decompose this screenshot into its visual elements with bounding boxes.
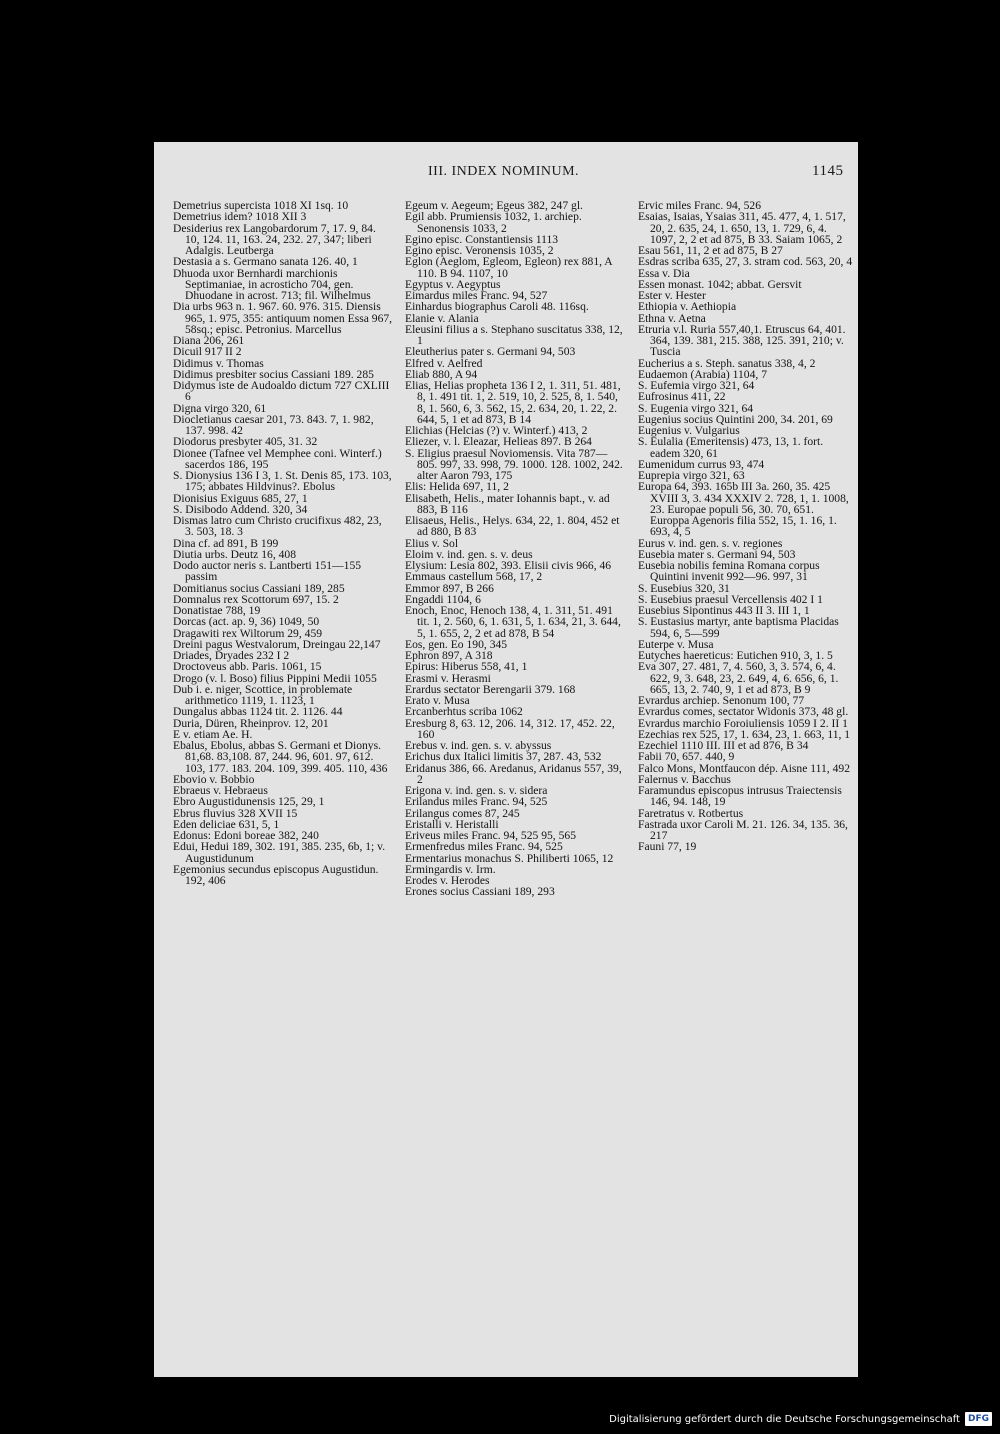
index-entry: Dub i. e. niger, Scottice, in problemate arithmetico 1119, 1. 1123, 1 — [173, 682, 353, 707]
index-entry: Dismas latro cum Christo crucifixus 482, 23, 3. 503, 18. 3 — [173, 514, 382, 539]
index-entry: Eutyches haereticus: Eutichen 910, 3, 1. 5 — [638, 649, 833, 662]
index-entry: Erodes v. Herodes — [405, 874, 490, 887]
index-entry: Europa 64, 393. 165b III 3a. 260, 35. 425 XVIII 3, 3. 434 XXXIV 2. 728, 1, 1. 1008, 23. Europae populi 56, 30. 70, 651. Europpa Agenoris filia 552, 15, 1. 16, 1. 693, 4, 5 — [638, 480, 849, 539]
index-entry: Elis: Helida 697, 11, 2 — [405, 480, 509, 494]
index-entry: Eusebia mater s. Germani 94, 503 — [638, 547, 796, 561]
index-entry: Egil abb. Prumiensis 1032, 1. archiep. Senonensis 1033, 2 — [405, 210, 582, 235]
index-entry: Eden deliciae 631, 5, 1 — [173, 817, 280, 831]
index-entry: Ester v. Hester — [638, 289, 706, 302]
index-entry: Erato v. Musa — [405, 694, 470, 707]
index-entry: Digna virgo 320, 61 — [173, 401, 267, 415]
running-title: III. INDEX NOMINUM. — [428, 164, 580, 179]
index-entry: Eva 307, 27. 481, 7, 4. 560, 3, 3. 574, 6, 4. 622, 9, 3. 648, 23, 2. 649, 4, 6. 656, 6, 1. 665, 13, 2. 740, 9, 1 et ad 873, B 9 — [638, 660, 839, 696]
index-entry: Erichus dux Italici limitis 37, 287. 43, 532 — [405, 750, 602, 764]
index-entry: Ermingardis v. Irm. — [405, 862, 496, 876]
index-entry: Donatistae 788, 19 — [173, 604, 261, 617]
index-entry: Etruria v.l. Ruria 557,40,1. Etruscus 64, 401. 364, 139. 381, 215. 388, 125. 391, 210; v. Tuscia — [638, 322, 846, 359]
index-entry: Eusebia nobilis femina Romana corpus Quintini invenit 992—96. 997, 31 — [638, 559, 820, 584]
index-entry: S. Eusebius praesul Vercellensis 402 I 1 — [638, 592, 823, 606]
index-entry: Einhardus biographus Caroli 48. 116sq. — [405, 300, 589, 314]
index-entry: S. Eustasius martyr, ante baptisma Placidas 594, 6, 5—599 — [638, 615, 839, 640]
index-entry: Ermentarius monachus S. Philiberti 1065, 12 — [405, 851, 614, 865]
index-entry: Dionee (Tafnee vel Memphee coni. Winterf.) sacerdos 186, 195 — [173, 446, 382, 471]
index-entry: Dionisius Exiguus 685, 27, 1 — [173, 491, 308, 505]
index-entry: S. Disibodo Addend. 320, 34 — [173, 502, 308, 516]
index-entry: Fabii 70, 657. 440, 9 — [638, 750, 735, 764]
index-entry: Erilangus comes 87, 245 — [405, 806, 520, 820]
index-entry: Drogo (v. l. Boso) filius Pippini Medii 1055 — [173, 671, 377, 685]
index-entry: Diocletianus caesar 201, 73. 843. 7, 1. 982, 137. 998. 42 — [173, 412, 374, 437]
index-entry: Dorcas (act. ap. 9, 36) 1049, 50 — [173, 615, 320, 629]
index-entry: Dina cf. ad 891, B 199 — [173, 536, 279, 550]
index-entry: Erilandus miles Franc. 94, 525 — [405, 795, 548, 809]
index-entry: Esdras scriba 635, 27, 3. stram cod. 563, 20, 4 — [638, 255, 853, 269]
index-entry: Eridanus 386, 66. Aredanus, Aridanus 557, 39, 2 — [405, 761, 622, 786]
index-entry: Ervic miles Franc. 94, 526 — [638, 200, 761, 212]
index-entry: Emmaus castellum 568, 17, 2 — [405, 570, 543, 584]
index-entry: Eleutherius pater s. Germani 94, 503 — [405, 345, 576, 359]
index-entry: Ercanberhtus scriba 1062 — [405, 705, 523, 719]
page-number: 1145 — [812, 163, 844, 179]
index-entry: Euterpe v. Musa — [638, 637, 714, 651]
index-entry: Diana 206, 261 — [173, 334, 245, 347]
index-entry: S. Eufemia virgo 321, 64 — [638, 379, 755, 392]
index-entry: Desiderius rex Langobardorum 7, 17. 9, 84. 10, 124. 11, 163. 24, 232. 27, 347; liberi Adalgis. Leutberga — [173, 221, 376, 257]
index-entry: Egino episc. Veronensis 1035, 2 — [405, 244, 554, 257]
index-entry: Didymus iste de Audoaldo dictum 727 CXLIII 6 — [173, 379, 390, 404]
index-entry: Dia urbs 963 n. 1. 967. 60. 976. 315. Diensis 965, 1. 975, 355: antiquum nomen Essa 967, 58sq.; episc. Petronius. Marcellus — [173, 300, 393, 336]
index-entry: Eriveus miles Franc. 94, 525 95, 565 — [405, 829, 576, 842]
index-entry: Eugenius v. Vulgarius — [638, 424, 740, 437]
index-column-3 — [638, 200, 853, 1370]
index-entry: Egemonius secundus episcopus Augustidun. 192, 406 — [173, 862, 379, 887]
index-entry: Epirus: Hiberus 558, 41, 1 — [405, 660, 528, 674]
index-entry: Eudaemon (Arabia) 1104, 7 — [638, 367, 767, 381]
index-entry: Essa v. Dia — [638, 266, 690, 280]
index-entry: Edonus: Edoni boreae 382, 240 — [173, 829, 319, 842]
index-entry: Eglon (Aeglom, Egleom, Egleon) rex 881, A 110. B 94. 1107, 10 — [405, 255, 613, 280]
index-entry: Duria, Düren, Rheinprov. 12, 201 — [173, 716, 329, 730]
index-entry: Domnalus rex Scottorum 697, 15. 2 — [173, 592, 339, 606]
index-entry: Droctoveus abb. Paris. 1061, 15 — [173, 660, 322, 674]
index-entry: Falco Mons, Montfaucon dép. Aisne 111, 492 — [638, 761, 850, 775]
index-entry: Erardus sectator Berengarii 379. 168 — [405, 682, 576, 696]
index-entry: Elisabeth, Helis., mater Iohannis bapt., v. ad 883, B 116 — [405, 491, 610, 516]
index-entry: Eloim v. ind. gen. s. v. deus — [405, 547, 533, 561]
index-entry: Egino episc. Constantiensis 1113 — [405, 232, 559, 246]
index-entry: Elius v. Sol — [405, 536, 459, 550]
index-entry: Eufrosinus 411, 22 — [638, 390, 726, 404]
index-entry: Ebro Augustidunensis 125, 29, 1 — [173, 795, 325, 809]
index-entry: Essen monast. 1042; abbat. Gersvit — [638, 277, 802, 291]
index-entry: Evrardus archiep. Senonum 100, 77 — [638, 694, 805, 707]
index-entry: S. Eligius praesul Noviomensis. Vita 787—805. 997, 33. 998, 79. 1000. 128. 1002, 242. alter Aaron 793, 175 — [405, 446, 623, 482]
index-entry: Dodo auctor neris s. Lantberti 151—155 passim — [173, 559, 362, 584]
index-entry: Engaddi 1104, 6 — [405, 592, 481, 606]
index-entry: Eliab 880, A 94 — [405, 367, 478, 381]
index-entry: Eurus v. ind. gen. s. v. regiones — [638, 536, 783, 550]
index-entry: Didimus v. Thomas — [173, 356, 264, 370]
index-entry: Egyptus v. Aegyptus — [405, 277, 501, 291]
index-entry: Eos, gen. Eo 190, 345 — [405, 637, 508, 651]
index-entry: Esau 561, 11, 2 et ad 875, B 27 — [638, 244, 783, 257]
index-entry: Dragawiti rex Wiltorum 29, 459 — [173, 626, 323, 640]
index-entry: Driades, Dryades 232 I 2 — [173, 649, 290, 662]
index-entry: S. Eulalia (Emeritensis) 473, 13, 1. fort. eadem 320, 61 — [638, 435, 824, 460]
index-entry: Erebus v. ind. gen. s. v. abyssus — [405, 739, 552, 752]
index-entry: Eusebius Sipontinus 443 II 3. III 1, 1 — [638, 604, 810, 617]
page-header — [154, 162, 858, 182]
index-entry: Ebalus, Ebolus, abbas S. Germani et Dionys. 81,68. 83,108. 87, 244. 96, 601. 97, 612. 103, 177. 183. 204. 109, 399. 405. 110, 436 — [173, 739, 388, 775]
index-entry: Diutia urbs. Deutz 16, 408 — [173, 547, 297, 561]
index-entry: Dungalus abbas 1124 tit. 2. 1126. 44 — [173, 705, 343, 719]
index-entry: Fastrada uxor Caroli M. 21. 126. 34, 135. 36, 217 — [638, 817, 848, 842]
index-entry: Eucherius a s. Steph. sanatus 338, 4, 2 — [638, 356, 816, 370]
index-entry: Elanie v. Alania — [405, 311, 479, 325]
index-entry: Falernus v. Bacchus — [638, 772, 731, 786]
index-entry: Erones socius Cassiani 189, 293 — [405, 885, 555, 899]
index-entry: Elias, Helias propheta 136 I 2, 1. 311, 51. 481, 8, 1. 491 tit. 1, 2. 519, 10, 2. 525, 8, 1. 540, 8, 1. 560, 6, 3. 562, 15, 2. 634, 20, 1. 22, 2. 644, 5, 1 et ad 873, B 14 — [405, 379, 621, 426]
index-entry: Destasia a s. Germano sanata 126. 40, 1 — [173, 255, 358, 269]
index-entry: Dreini pagus Westvalorum, Dreingau 22,147 — [173, 637, 381, 651]
index-entry: Elisaeus, Helis., Helys. 634, 22, 1. 804, 452 et ad 880, B 83 — [405, 514, 620, 539]
index-entry: S. Eusebius 320, 31 — [638, 581, 730, 595]
index-entry: Elichias (Helcias (?) v. Winterf.) 413, 2 — [405, 424, 588, 437]
index-entry: Dhuoda uxor Bernhardi marchionis Septimaniae, in acrosticho 704, gen. Dhuodane in acrost. 713; fil. Wilhelmus — [173, 266, 371, 302]
index-entry: Eugenius socius Quintini 200, 34. 201, 69 — [638, 412, 833, 426]
index-entry: Erasmi v. Herasmi — [405, 671, 491, 685]
index-entry: Evrardus marchio Foroiuliensis 1059 I 2. II 1 — [638, 716, 848, 730]
index-entry: Ethiopia v. Aethiopia — [638, 300, 737, 314]
index-entry: Ethna v. Aetna — [638, 311, 706, 325]
index-entry: Eliezer, v. l. Eleazar, Helieas 897. B 264 — [405, 435, 592, 449]
index-entry: Eimardus miles Franc. 94, 527 — [405, 289, 548, 302]
index-column-2 — [405, 200, 627, 1370]
index-entry: Domitianus socius Cassiani 189, 285 — [173, 581, 345, 595]
index-entry: Elysium: Lesia 802, 393. Elisii civis 966, 46 — [405, 559, 612, 572]
index-entry: Esaias, Isaias, Ysaias 311, 45. 477, 4, 1. 517, 20, 2. 635, 24, 1. 650, 13, 1. 729, 6, 4. 1097, 2, 2 et ad 875, B 33. Saiam 1065, 2 — [638, 210, 846, 246]
index-entry: Dicuil 917 II 2 — [173, 345, 242, 359]
index-entry: Ermenfredus miles Franc. 94, 525 — [405, 840, 563, 854]
index-entry: Diodorus presbyter 405, 31. 32 — [173, 435, 318, 449]
index-entry: Erigona v. ind. gen. s. v. sidera — [405, 784, 548, 797]
index-entry: Ephron 897, A 318 — [405, 649, 493, 662]
index-entry: Enoch, Enoc, Henoch 138, 4, 1. 311, 51. 491 tit. 1, 2. 560, 6, 1. 631, 5, 1. 634, 21, 3. 644, 5, 1. 655, 2, 2 et ad 878, B 54 — [405, 604, 621, 640]
index-entry: Eristalli v. Heristalli — [405, 817, 499, 831]
index-entry: Faramundus episcopus intrusus Traiectensis 146, 94. 148, 19 — [638, 784, 842, 809]
index-entry: Emmor 897, B 266 — [405, 581, 494, 595]
index-entry: Fauni 77, 19 — [638, 840, 697, 854]
index-entry: Demetrius idem? 1018 XII 3 — [173, 210, 307, 224]
index-entry: Didimus presbiter socius Cassiani 189. 285 — [173, 367, 374, 381]
index-column-1 — [173, 200, 393, 1370]
index-entry: Demetrius supercista 1018 XI 1sq. 10 — [173, 200, 349, 212]
index-entry: Faretratus v. Rotbertus — [638, 806, 744, 820]
index-entry: Eresburg 8, 63. 12, 206. 14, 312. 17, 452. 22, 160 — [405, 716, 615, 741]
index-entry: Eleusini filius a s. Stephano suscitatus 338, 12, 1 — [405, 322, 623, 347]
index-entry: E v. etiam Ae. H. — [173, 727, 253, 741]
index-entry: Euprepia virgo 321, 63 — [638, 469, 745, 482]
index-entry: Ebraeus v. Hebraeus — [173, 784, 268, 797]
scanned-page — [154, 142, 858, 1377]
index-entry: S. Eugenia virgo 321, 64 — [638, 401, 754, 415]
funding-note: Digitalisierung gefördert durch die Deutsche Forschungsgemeinschaft — [609, 1413, 960, 1425]
index-entry: Ezechias rex 525, 17, 1. 634, 23, 1. 663, 11, 1 — [638, 727, 851, 741]
index-entry: Eumenidum currus 93, 474 — [638, 457, 765, 471]
index-entry: S. Dionysius 136 I 3, 1. St. Denis 85, 173. 103, 175; abbates Hildvinus?. Ebolus — [173, 469, 392, 494]
index-entry: Edui, Hedui 189, 302. 191, 385. 235, 6b, 1; v. Augustidunum — [173, 840, 386, 865]
dfg-logo-icon: DFG — [965, 1412, 992, 1426]
index-entry: Ezechiel 1110 III. III et ad 876, B 34 — [638, 739, 809, 752]
index-entry: Elfred v. Aelfred — [405, 356, 483, 370]
index-entry: Egeum v. Aegeum; Egeus 382, 247 gl. — [405, 200, 583, 212]
index-entry: Ebrus fluvius 328 XVII 15 — [173, 806, 298, 820]
index-entry: Evrardus comes, sectator Widonis 373, 48 gl. — [638, 705, 849, 719]
index-entry: Ebovio v. Bobbio — [173, 772, 255, 786]
footer-credit — [609, 1412, 992, 1426]
